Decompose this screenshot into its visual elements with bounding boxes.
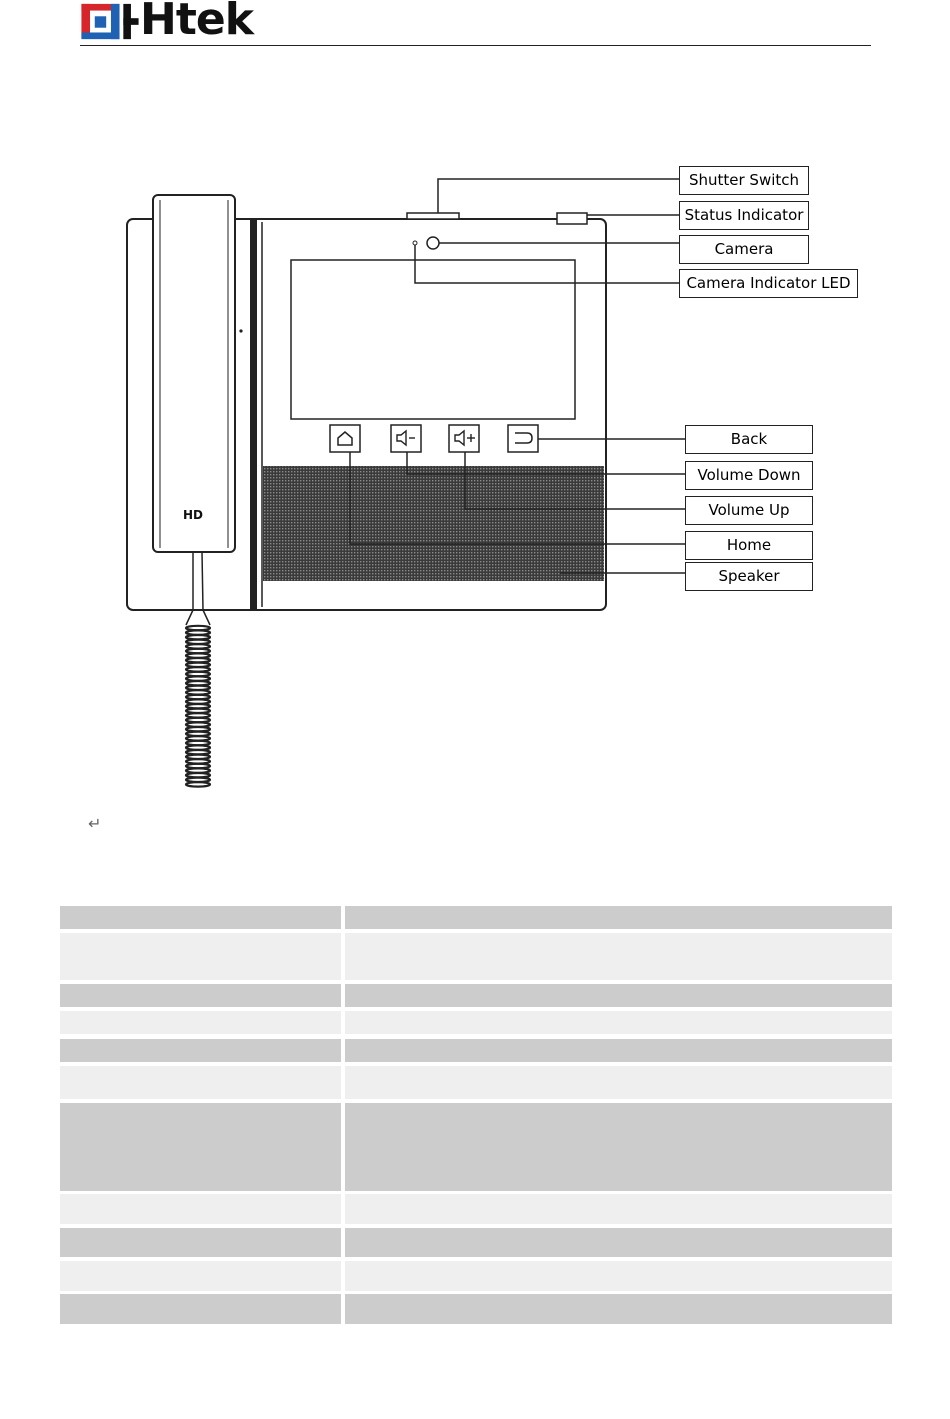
table-cell-description	[345, 1103, 892, 1191]
table-row	[60, 1011, 892, 1034]
callout-camera-led: Camera Indicator LED	[679, 269, 858, 298]
table-cell-label	[60, 1261, 341, 1291]
callout-volume-up: Volume Up	[685, 496, 813, 525]
camera-led	[413, 241, 417, 245]
callout-status-indicator: Status Indicator	[679, 201, 809, 230]
table-cell-description	[345, 1228, 892, 1257]
callout-home: Home	[685, 531, 813, 560]
status-indicator-part	[557, 213, 587, 224]
table-cell-description	[345, 933, 892, 980]
table-cell-label	[60, 1294, 341, 1324]
display-screen	[291, 260, 575, 419]
table-cell-description	[345, 1039, 892, 1062]
table-row	[60, 1228, 892, 1257]
table-row	[60, 1103, 892, 1191]
table-cell-description	[345, 1294, 892, 1324]
speaker-grille	[263, 466, 604, 581]
shutter-switch-part	[407, 213, 459, 219]
table-row	[60, 1294, 892, 1324]
callout-volume-down: Volume Down	[685, 461, 813, 490]
table-row	[60, 1194, 892, 1224]
brand-wordmark: Htek	[140, 0, 253, 45]
table-row	[60, 1066, 892, 1099]
table-cell-label	[60, 1011, 341, 1034]
table-cell-label	[60, 933, 341, 980]
callout-back: Back	[685, 425, 813, 454]
table-cell-description	[345, 1011, 892, 1034]
paragraph-return-icon: ↵	[88, 814, 102, 833]
table-cell-description	[345, 984, 892, 1007]
table-cell-label	[60, 1194, 341, 1224]
table-cell-label	[60, 984, 341, 1007]
base-divider-band	[250, 219, 257, 610]
table-row	[60, 1039, 892, 1062]
callout-shutter-switch: Shutter Switch	[679, 166, 809, 195]
table-cell-label	[60, 1066, 341, 1099]
home-key	[330, 425, 360, 452]
table-cell-label	[60, 1228, 341, 1257]
table-cell-description	[345, 1194, 892, 1224]
callout-speaker: Speaker	[685, 562, 813, 591]
callout-camera: Camera	[679, 235, 809, 264]
table-row	[60, 1261, 892, 1291]
table-cell-label	[60, 1039, 341, 1062]
handset	[153, 195, 235, 552]
handset-hd-badge: HD	[183, 508, 204, 522]
table-row	[60, 933, 892, 980]
table-row	[60, 984, 892, 1007]
volume-up-key	[449, 425, 479, 452]
table-cell-description	[345, 1261, 892, 1291]
table-cell-description	[345, 1066, 892, 1099]
table-cell-label	[60, 1103, 341, 1191]
back-key	[508, 425, 538, 452]
camera-lens	[427, 237, 439, 249]
volume-down-key	[391, 425, 421, 452]
table-cell-description	[345, 906, 892, 929]
table-cell-label	[60, 906, 341, 929]
table-row	[60, 906, 892, 929]
